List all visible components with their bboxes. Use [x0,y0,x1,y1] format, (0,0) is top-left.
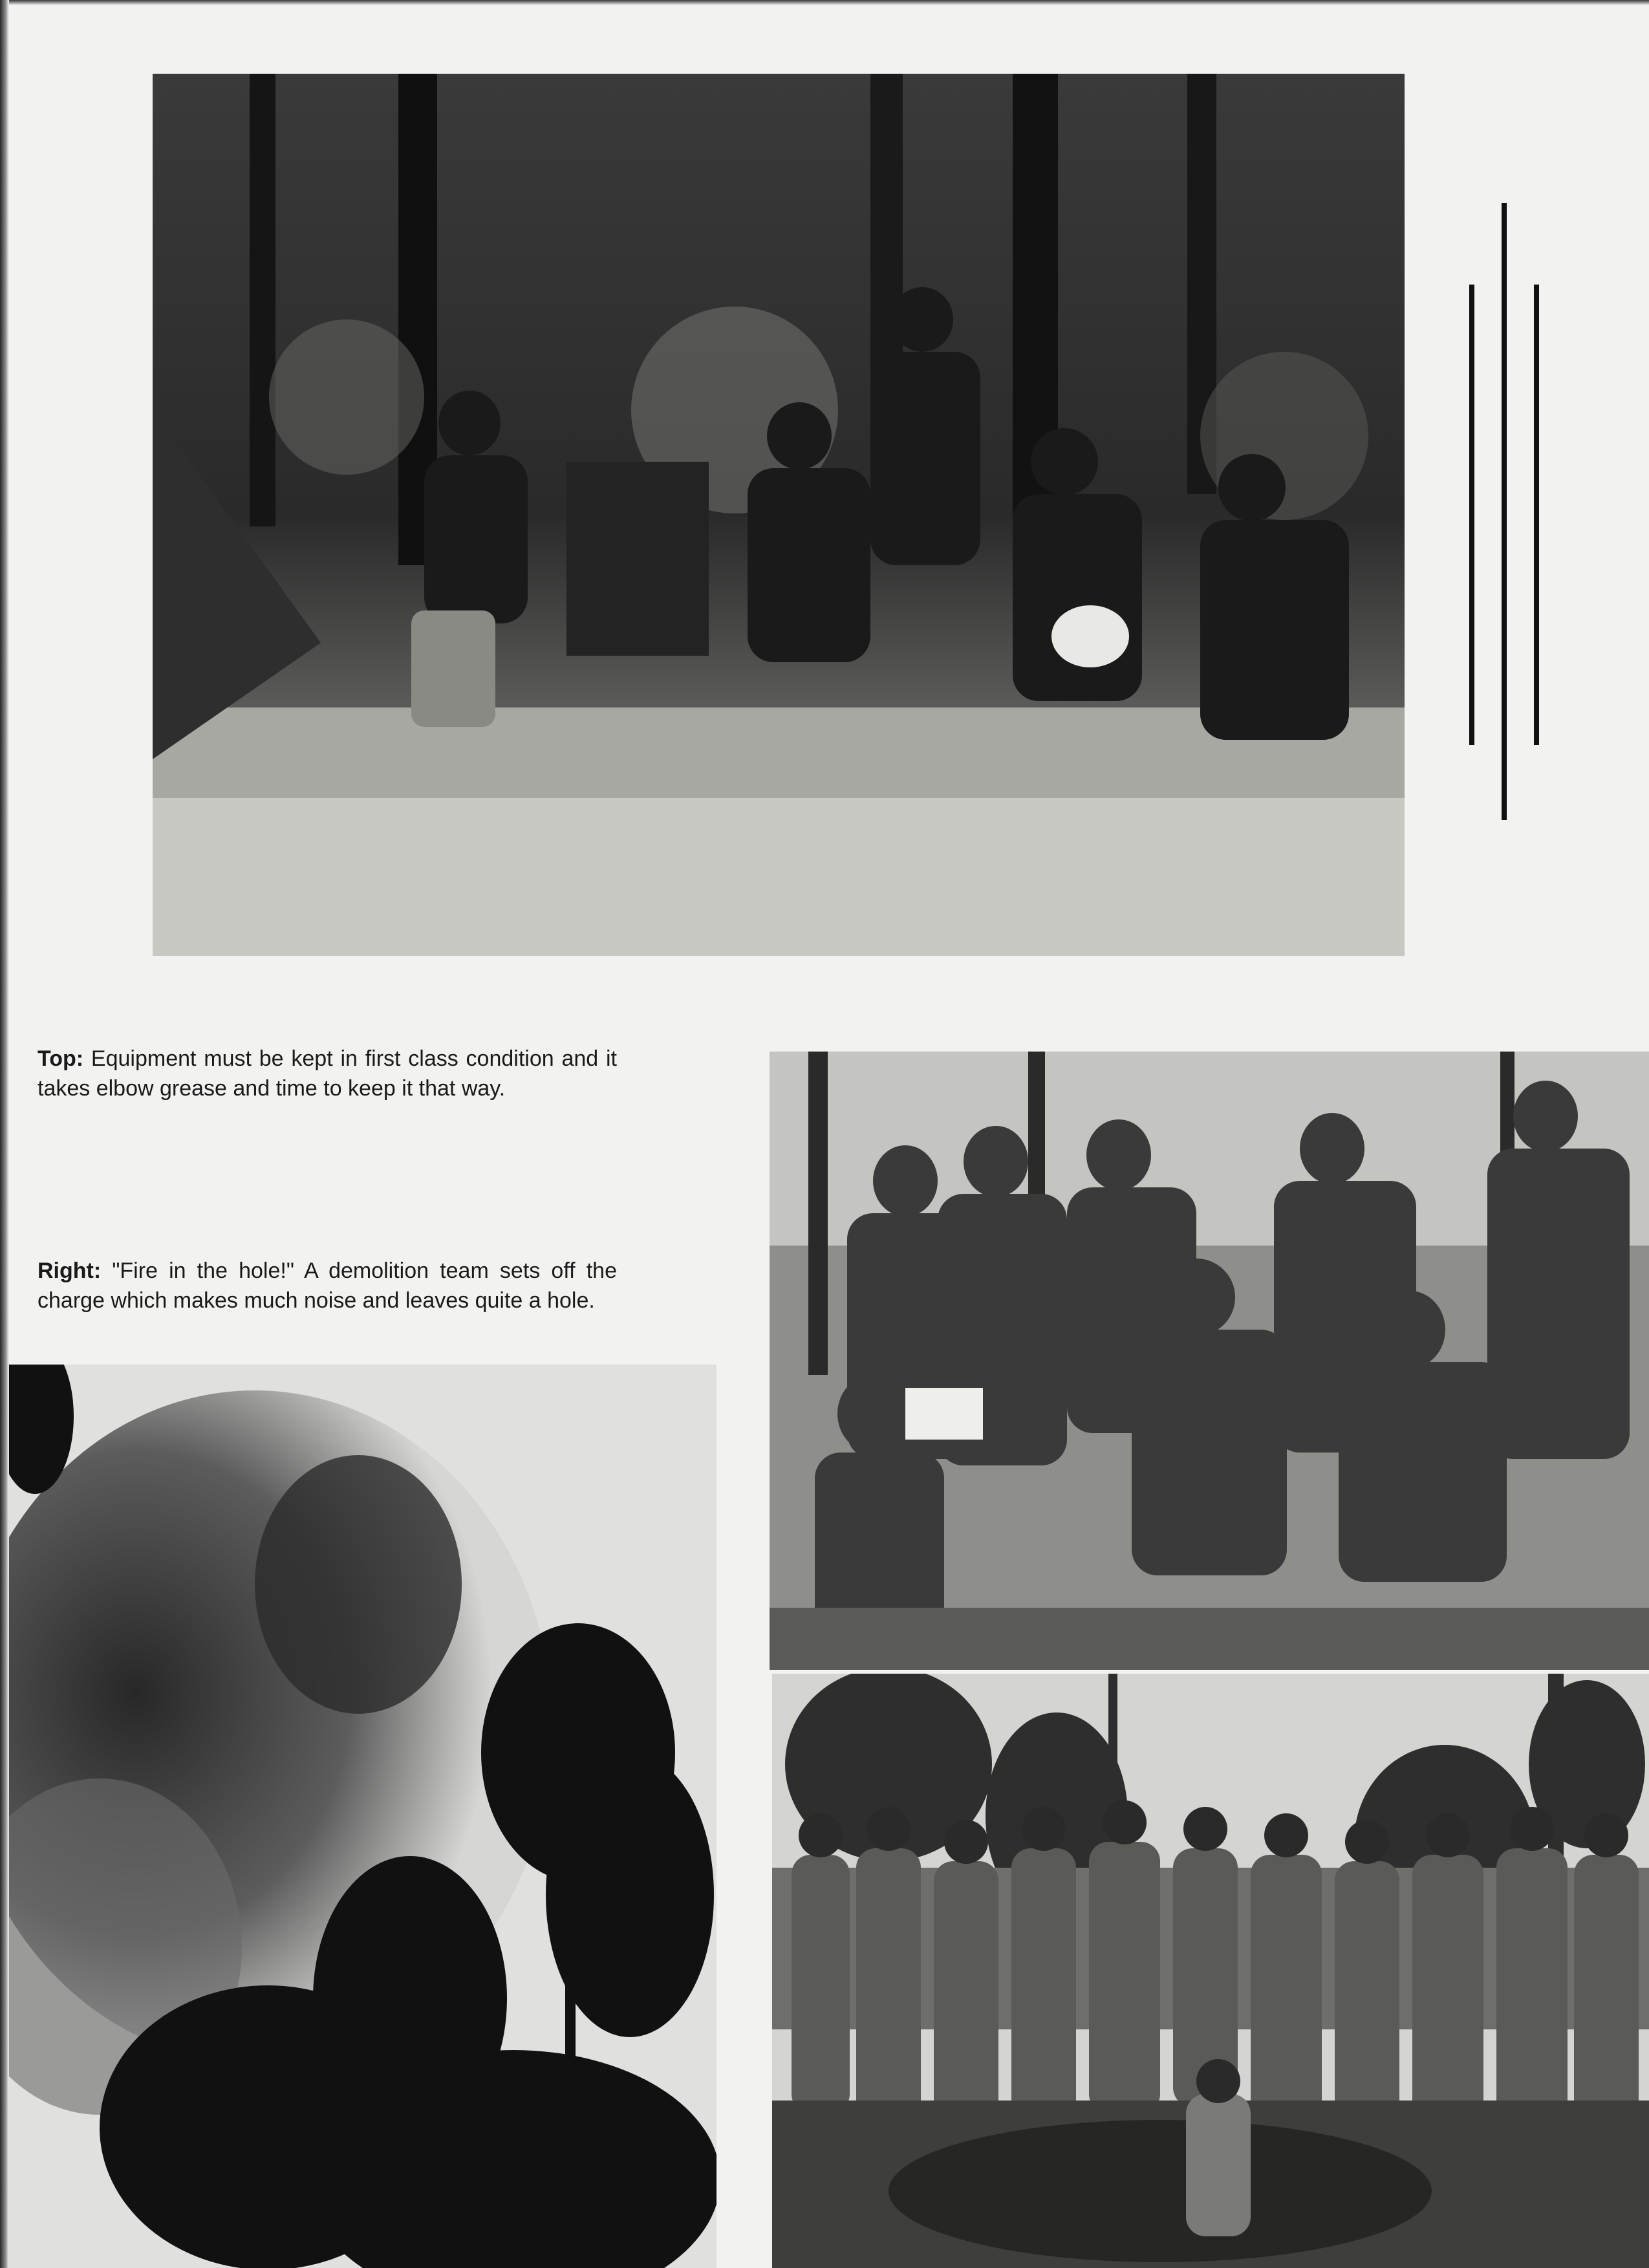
photo-demolition-explosion [9,1365,717,2268]
caption-top-text: Equipment must be kept in first class condition and it takes elbow grease and time to keep it that way. [38,1046,617,1101]
caption-right-text: "Fire in the hole!" A demolition team sets off the charge which makes much noise and leaves quite a hole. [38,1258,617,1313]
photo-soldiers-at-crater [772,1674,1649,2268]
page-binding-edge [0,0,9,2268]
page-top-edge [0,0,1649,5]
caption-top-lead: Top: [38,1046,84,1071]
decorative-line-right [1534,285,1539,745]
decorative-line-middle [1502,203,1507,820]
caption-right-photo [38,1256,617,1315]
caption-right-lead: Right: [38,1258,102,1283]
caption-top-photo [38,1044,617,1103]
photo-soldiers-cleaning-equipment [153,74,1405,956]
photo-soldiers-covering-ears [770,1052,1649,1670]
decorative-line-left [1469,285,1474,745]
